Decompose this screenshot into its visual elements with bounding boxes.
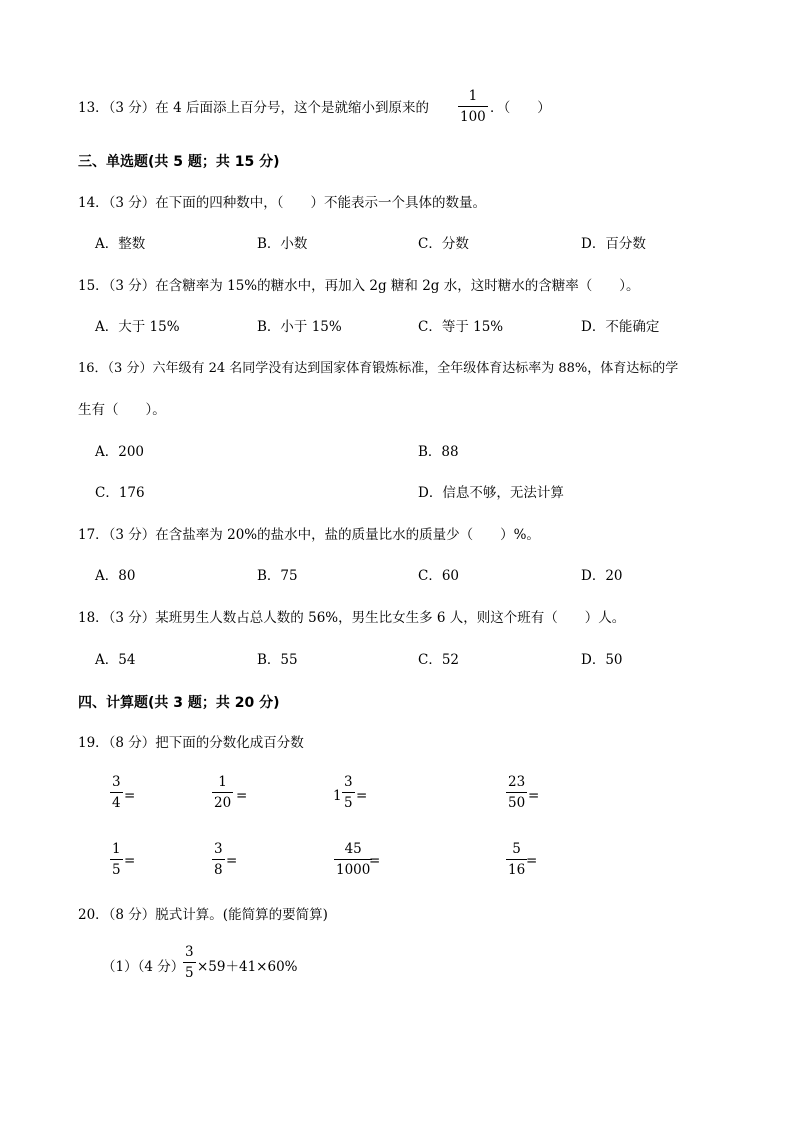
- question-17-option-d[interactable]: D．20: [581, 568, 623, 584]
- section-4-title: 四、计算题(共 3 题；共 20 分): [78, 695, 280, 711]
- question-14-option-a[interactable]: A．整数: [95, 236, 146, 252]
- fraction-bar: [183, 962, 196, 963]
- question-17-option-a[interactable]: A．80: [95, 568, 136, 584]
- fraction-bar: [212, 792, 233, 793]
- fraction-numerator: 45: [344, 841, 362, 857]
- question-14-option-d[interactable]: D．百分数: [581, 236, 646, 252]
- section-3-title: 三、单选题(共 5 题；共 15 分): [78, 154, 280, 170]
- mixed-number-whole: 1: [333, 788, 342, 804]
- equals-sign: =: [369, 853, 381, 869]
- question-18-option-b[interactable]: B．55: [257, 652, 298, 668]
- fraction-45-1000: [334, 841, 372, 878]
- question-14-text: 14．（3 分）在下面的四种数中，（ ）不能表示一个具体的数量。: [78, 195, 487, 211]
- question-20-text: 20．（8 分）脱式计算。(能简算的要简算): [78, 907, 328, 923]
- fraction-3-8: [212, 841, 225, 878]
- equals-sign: =: [226, 853, 238, 869]
- question-14-option-b[interactable]: B．小数: [257, 236, 308, 252]
- question-16-line-1: 16．（3 分）六年级有 24 名同学没有达到国家体育锻炼标准，全年级体育达标率为 88%，体育达标的学: [78, 361, 679, 376]
- question-18-text: 18．（3 分）某班男生人数占总人数的 56%，男生比女生多 6 人，则这个班有（ ）人。: [78, 610, 626, 626]
- question-15-option-b[interactable]: B．小于 15%: [257, 319, 342, 335]
- question-18-option-d[interactable]: D．50: [581, 652, 623, 668]
- question-13-text: 13．（3 分）在 4 后面添上百分号，这个是就缩小到原来的: [78, 100, 429, 116]
- equals-sign: =: [526, 853, 538, 869]
- fraction-1-5: [110, 841, 123, 878]
- fraction-denominator: 50: [508, 795, 526, 811]
- question-17-option-b[interactable]: B．75: [257, 568, 298, 584]
- fraction-bar: [506, 792, 527, 793]
- question-20-sub-1-expression: ×59＋41×60%: [197, 959, 298, 975]
- fraction-1-20: [212, 774, 233, 811]
- question-16-line-2: 生有（ ）。: [78, 402, 166, 418]
- question-17-option-c[interactable]: C．60: [418, 568, 460, 584]
- question-18-option-a[interactable]: A．54: [95, 652, 136, 668]
- equals-sign: =: [356, 788, 368, 804]
- question-20-sub-1-label: （1）（4 分）: [102, 959, 185, 975]
- fraction-numerator: 3: [185, 944, 194, 960]
- question-15-option-a[interactable]: A．大于 15%: [95, 319, 180, 335]
- fraction-denominator: 1000: [336, 862, 371, 878]
- question-16-option-b[interactable]: B．88: [418, 444, 459, 460]
- equals-sign: =: [528, 788, 540, 804]
- question-19-text: 19．（8 分）把下面的分数化成百分数: [78, 735, 304, 751]
- equals-sign: =: [124, 788, 136, 804]
- question-16-option-a[interactable]: A．200: [95, 444, 145, 460]
- fraction-5-16: [506, 841, 527, 878]
- fraction-numerator: 5: [512, 841, 521, 857]
- question-15-text: 15．（3 分）在含糖率为 15%的糖水中，再加入 2g 糖和 2g 水，这时糖水的含糖率（ ）。: [78, 278, 640, 294]
- fraction-bar: [506, 859, 527, 860]
- fraction-numerator: 3: [214, 841, 223, 857]
- question-13: [78, 98, 429, 118]
- question-15-option-c[interactable]: C．等于 15%: [418, 319, 504, 335]
- fraction-denominator: 16: [508, 862, 526, 878]
- fraction-numerator: 3: [112, 774, 121, 790]
- question-15-option-d[interactable]: D．不能确定: [581, 319, 660, 335]
- fraction-denominator: 20: [214, 795, 232, 811]
- fraction-numerator: 3: [344, 774, 353, 790]
- question-17-text: 17．（3 分）在含盐率为 20%的盐水中，盐的质量比水的质量少（ ）%。: [78, 527, 540, 543]
- fraction-denominator: 4: [112, 795, 121, 811]
- fraction-denominator: 5: [185, 965, 194, 981]
- fraction-bar: [110, 792, 123, 793]
- fraction-numerator: 1: [218, 774, 227, 790]
- fraction-denominator: 5: [344, 795, 353, 811]
- fraction-bar: [110, 859, 123, 860]
- question-13-tail: ．（ ）: [490, 100, 551, 116]
- fraction-3-4: [110, 774, 123, 811]
- fraction-numerator: 1: [112, 841, 121, 857]
- question-14-option-c[interactable]: C．分数: [418, 236, 469, 252]
- question-20-fraction-3-5: [183, 944, 196, 981]
- fraction-denominator: 100: [460, 109, 486, 125]
- question-13-fraction: [458, 88, 488, 125]
- equals-sign: =: [236, 788, 248, 804]
- fraction-denominator: 5: [112, 862, 121, 878]
- fraction-numerator: 1: [468, 88, 478, 104]
- question-16-option-d[interactable]: D．信息不够，无法计算: [418, 485, 564, 501]
- question-18-option-c[interactable]: C．52: [418, 652, 460, 668]
- fraction-bar: [212, 859, 225, 860]
- fraction-bar: [342, 792, 355, 793]
- fraction-bar: [458, 106, 488, 107]
- question-16-option-c[interactable]: C．176: [95, 485, 145, 501]
- fraction-1-3-5: [342, 774, 355, 811]
- fraction-numerator: 23: [508, 774, 526, 790]
- fraction-denominator: 8: [214, 862, 223, 878]
- equals-sign: =: [124, 853, 136, 869]
- fraction-23-50: [506, 774, 527, 811]
- fraction-bar: [334, 859, 372, 860]
